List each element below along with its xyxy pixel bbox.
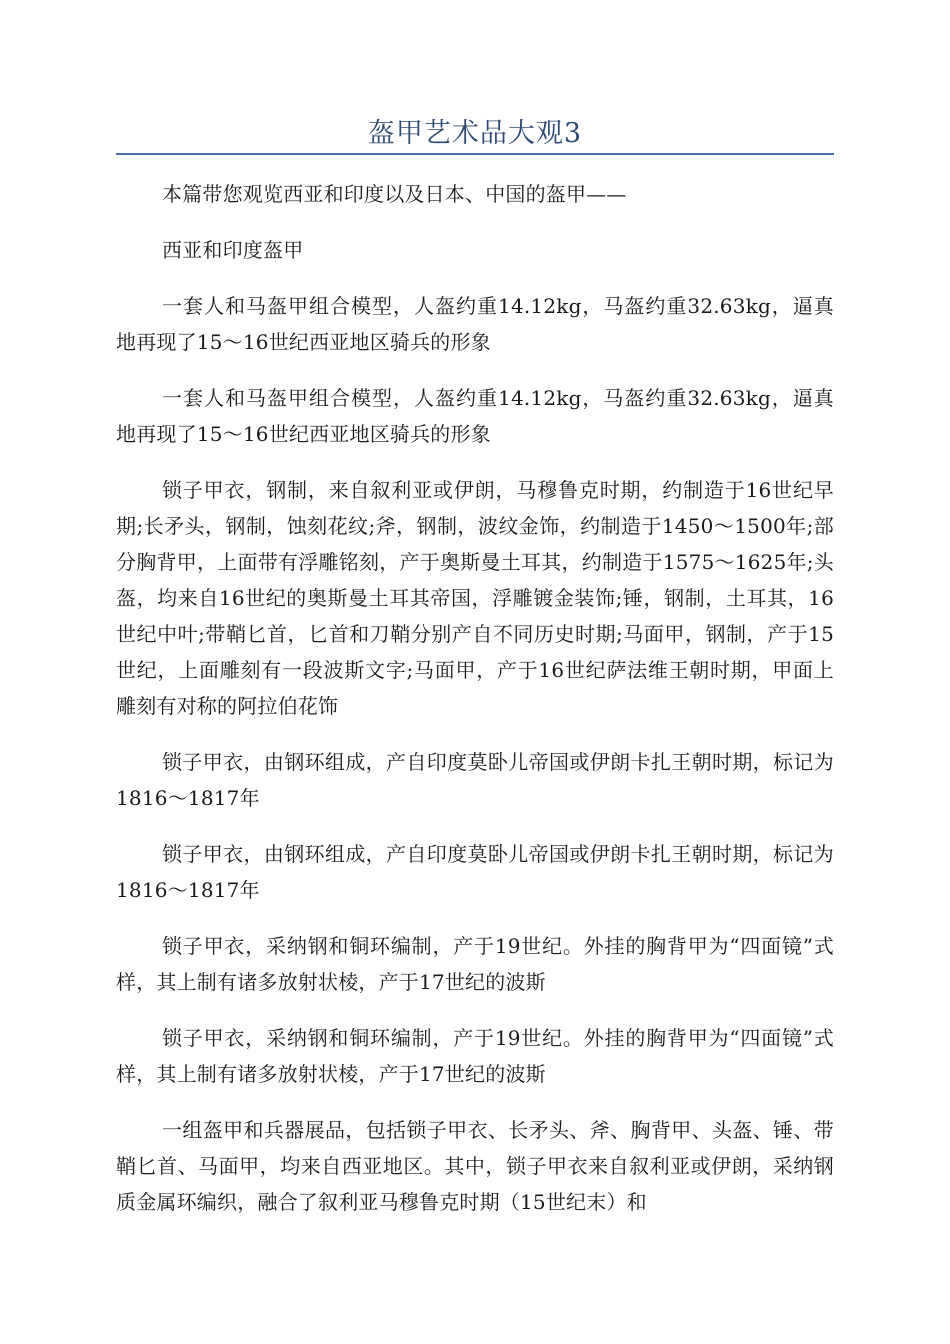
paragraph-intro: 本篇带您观览西亚和印度以及日本、中国的盔甲——: [162, 182, 627, 206]
paragraph: 一组盔甲和兵器展品，包括锁子甲衣、长矛头、斧、胸背甲、头盔、锤、带鞘匕首、马面甲，均来自西亚地区。其中，锁子甲衣来自叙利亚或伊朗，采纳钢质金属环编织，融合了叙利亚马穆鲁克时期（15世纪末）和: [116, 1118, 834, 1214]
paragraph: 锁子甲衣，采纳钢和铜环编制，产于19世纪。外挂的胸背甲为“四面镜”式样，其上制有诸多放射状棱，产于17世纪的波斯: [116, 1026, 834, 1086]
paragraph: 一套人和马盔甲组合模型，人盔约重14.12kg，马盔约重32.63kg，逼真地再现了15～16世纪西亚地区骑兵的形象: [116, 294, 834, 354]
page-title: 盔甲艺术品大观3: [367, 118, 583, 149]
title-underline: [116, 153, 834, 155]
paragraph: 锁子甲衣，由钢环组成，产自印度莫卧儿帝国或伊朗卡扎王朝时期，标记为1816～1817年: [116, 750, 834, 810]
paragraph: 锁子甲衣，钢制，来自叙利亚或伊朗，马穆鲁克时期，约制造于16世纪早期;长矛头，钢制，蚀刻花纹;斧，钢制，波纹金饰，约制造于1450～1500年;部分胸背甲，上面带有浮雕铭刻，产于奥斯曼土耳其，约制造于1575～1625年;头盔，均来自16世纪的奥斯曼土耳其帝国，浮雕镀金装饰;锤，钢制，土耳其，16世纪中叶;带鞘匕首，匕首和刀鞘分别产自不同历史时期;马面甲，钢制，产于15世纪，上面雕刻有一段波斯文字;马面甲，产于16世纪萨法维王朝时期，甲面上雕刻有对称的阿拉伯花饰: [116, 478, 834, 718]
paragraph: 锁子甲衣，由钢环组成，产自印度莫卧儿帝国或伊朗卡扎王朝时期，标记为1816～1817年: [116, 842, 834, 902]
paragraph: 锁子甲衣，采纳钢和铜环编制，产于19世纪。外挂的胸背甲为“四面镜”式样，其上制有诸多放射状棱，产于17世纪的波斯: [116, 934, 834, 994]
document-body: [116, 176, 834, 1240]
paragraph: 一套人和马盔甲组合模型，人盔约重14.12kg，马盔约重32.63kg，逼真地再现了15～16世纪西亚地区骑兵的形象: [116, 386, 834, 446]
section-heading-west-asia-india: 西亚和印度盔甲: [162, 238, 304, 262]
